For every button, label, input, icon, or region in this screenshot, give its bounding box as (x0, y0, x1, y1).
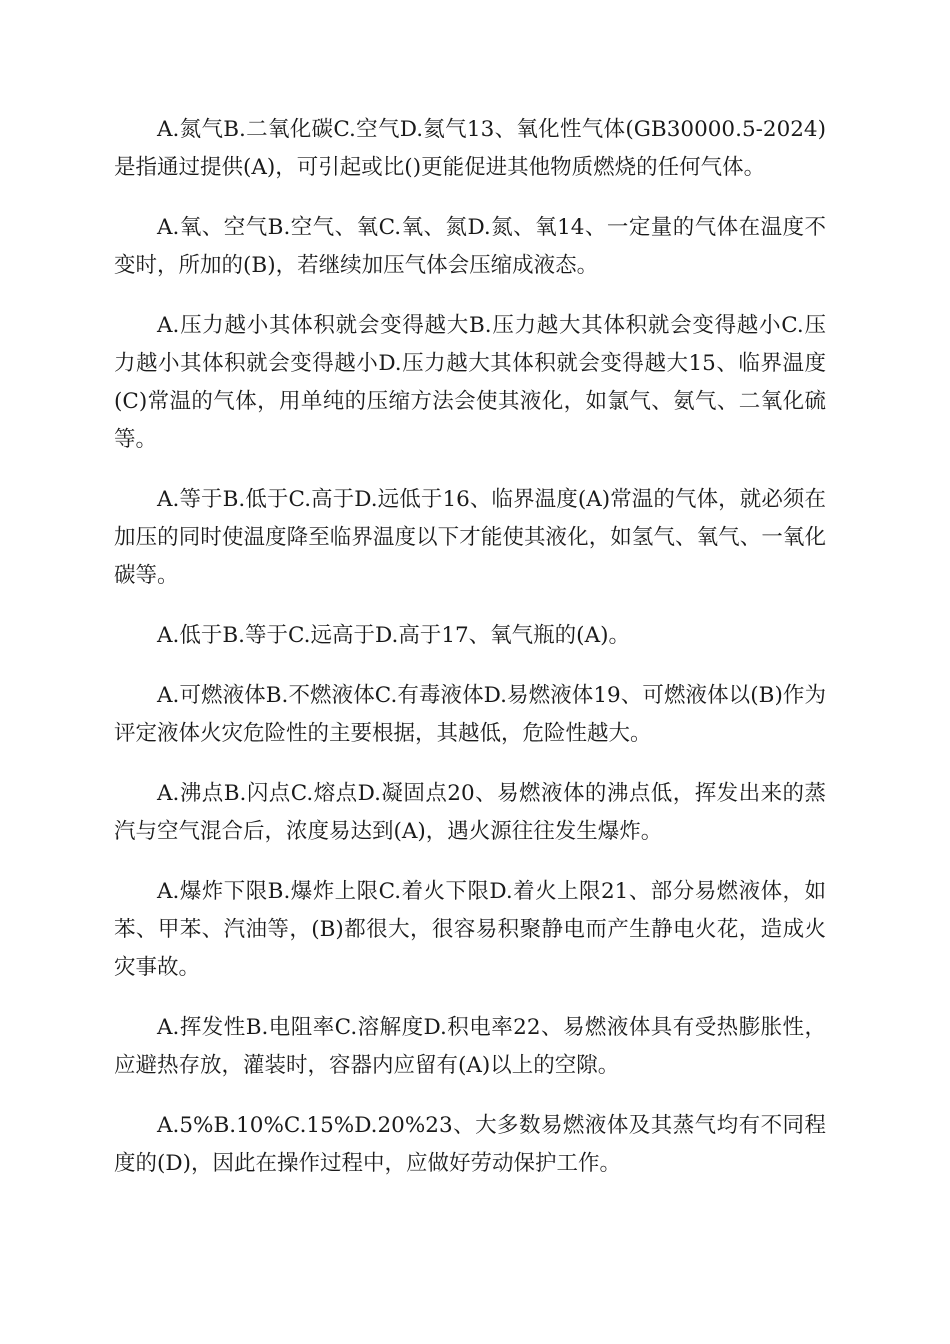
paragraph-9: A.挥发性B.电阻率C.溶解度D.积电率22、易燃液体具有受热膨胀性，应避热存放，灌装时，容器内应留有(A)以上的空隙。 (114, 1015, 826, 1078)
paragraph-5: A.低于B.等于C.远高于D.高于17、氧气瓶的(A)。 (157, 623, 630, 648)
paragraph-3: A.压力越小其体积就会变得越大B.压力越大其体积就会变得越小C.压力越小其体积就会变得越小D.压力越大其体积就会变得越大15、临界温度(C)常温的气体，用单纯的压缩方法会使其液化，如氯气、氨气、二氧化硫等。 (114, 313, 826, 452)
paragraph-7: A.沸点B.闪点C.熔点D.凝固点20、易燃液体的沸点低，挥发出来的蒸汽与空气混合后，浓度易达到(A)，遇火源往往发生爆炸。 (114, 781, 826, 844)
paragraph-10: A.5%B.10%C.15%D.20%23、大多数易燃液体及其蒸气均有不同程度的(D)，因此在操作过程中，应做好劳动保护工作。 (114, 1113, 826, 1176)
paragraph-6: A.可燃液体B.不燃液体C.有毒液体D.易燃液体19、可燃液体以(B)作为评定液体火灾危险性的主要根据，其越低，危险性越大。 (114, 683, 826, 746)
paragraph-8: A.爆炸下限B.爆炸上限C.着火下限D.着火上限21、部分易燃液体，如苯、甲苯、汽油等，(B)都很大，很容易积聚静电而产生静电火花，造成火灾事故。 (114, 879, 826, 980)
paragraph-4: A.等于B.低于C.高于D.远低于16、临界温度(A)常温的气体，就必须在加压的同时使温度降至临界温度以下才能使其液化，如氢气、氧气、一氧化碳等。 (114, 487, 826, 588)
paragraph-2: A.氧、空气B.空气、氧C.氧、氮D.氮、氧14、一定量的气体在温度不变时，所加的(B)，若继续加压气体会压缩成液态。 (114, 215, 826, 278)
paragraph-1: A.氮气B.二氧化碳C.空气D.氦气13、氧化性气体(GB30000.5-2024)是指通过提供(A)，可引起或比()更能促进其他物质燃烧的任何气体。 (114, 117, 826, 180)
document-page (114, 111, 826, 1205)
